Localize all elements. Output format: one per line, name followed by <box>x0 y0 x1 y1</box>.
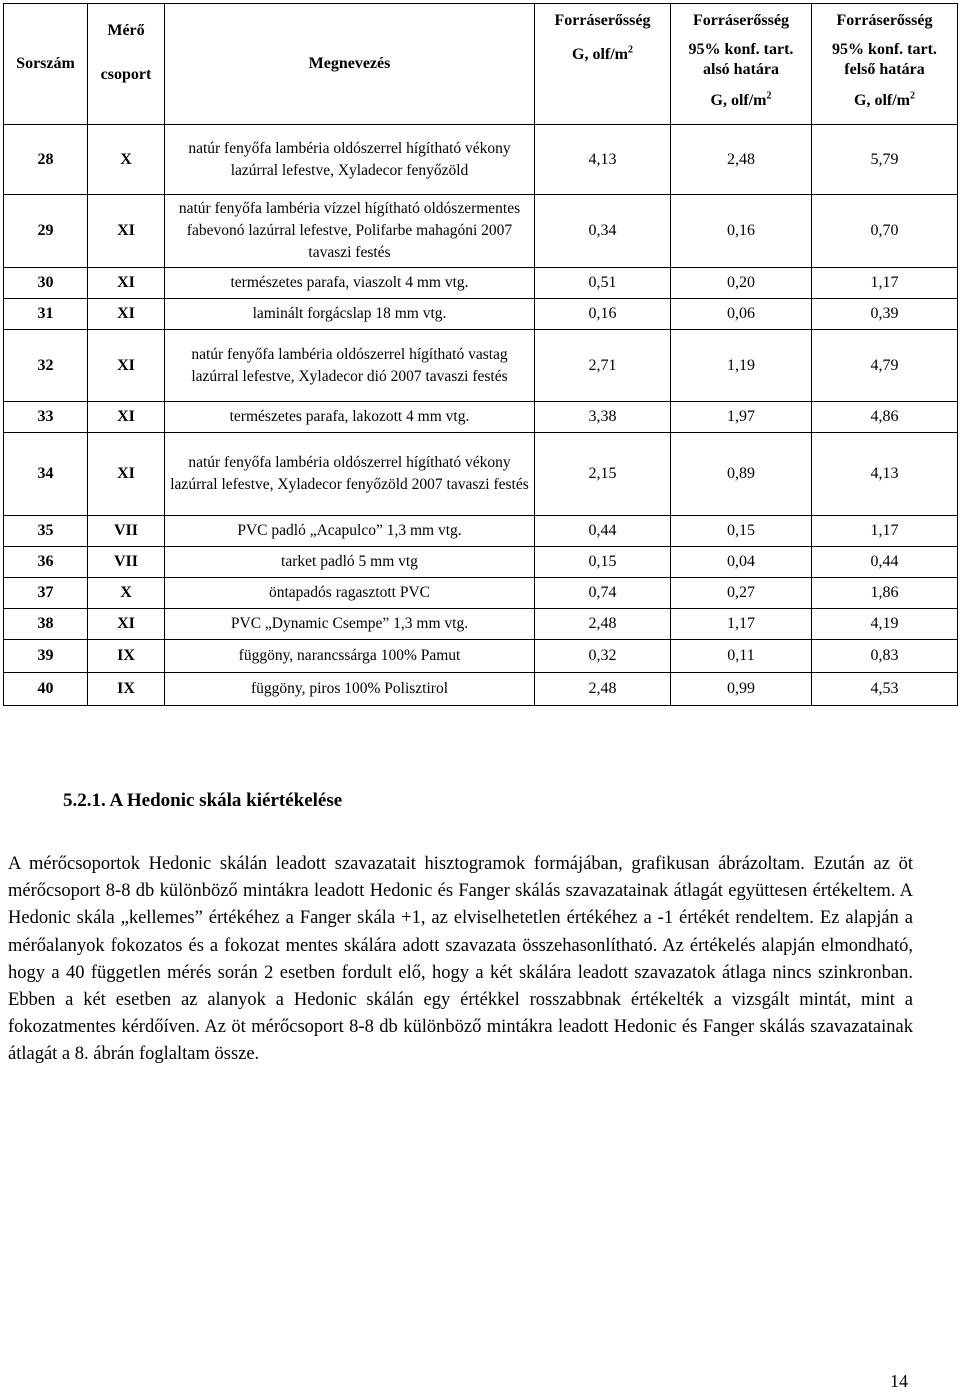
row-number: 40 <box>4 673 88 706</box>
row-upper: 4,19 <box>812 609 958 640</box>
row-group: XI <box>88 299 165 330</box>
row-group: XI <box>88 402 165 433</box>
row-name: öntapadós ragasztott PVC <box>165 578 535 609</box>
row-name: természetes parafa, viaszolt 4 mm vtg. <box>165 268 535 299</box>
row-group: XI <box>88 609 165 640</box>
row-name: natúr fenyőfa lambéria oldószerrel hígítható vékony lazúrral lefestve, Xyladecor fenyőzöld 2007 tavaszi festés <box>165 433 535 516</box>
row-group: XI <box>88 433 165 516</box>
row-group: VII <box>88 547 165 578</box>
row-value: 0,16 <box>535 299 671 330</box>
row-number: 30 <box>4 268 88 299</box>
table-row <box>4 402 958 433</box>
header-col3-sub2: felső határa <box>844 61 925 78</box>
table-row <box>4 299 958 330</box>
row-group: VII <box>88 516 165 547</box>
row-value: 0,32 <box>535 640 671 673</box>
row-name: natúr fenyőfa lambéria oldószerrel hígítható vastag lazúrral lefestve, Xyladecor dió 2007 tavaszi festés <box>165 330 535 402</box>
header-group <box>88 4 165 125</box>
row-value: 0,74 <box>535 578 671 609</box>
header-lower-bound <box>671 4 812 125</box>
row-group: XI <box>88 195 165 268</box>
row-name: függöny, narancssárga 100% Pamut <box>165 640 535 673</box>
row-lower: 0,89 <box>671 433 812 516</box>
table-row <box>4 640 958 673</box>
row-lower: 0,06 <box>671 299 812 330</box>
table-row <box>4 578 958 609</box>
row-group: XI <box>88 330 165 402</box>
row-upper: 4,86 <box>812 402 958 433</box>
row-name: PVC „Dynamic Csempe” 1,3 mm vtg. <box>165 609 535 640</box>
table-row <box>4 268 958 299</box>
row-group: IX <box>88 673 165 706</box>
table-row <box>4 516 958 547</box>
row-lower: 1,97 <box>671 402 812 433</box>
table-header-row <box>4 4 958 125</box>
header-upper-bound <box>812 4 958 125</box>
row-lower: 1,19 <box>671 330 812 402</box>
results-table <box>3 3 958 706</box>
row-value: 0,44 <box>535 516 671 547</box>
row-number: 34 <box>4 433 88 516</box>
header-group-bottom: csoport <box>100 66 152 83</box>
row-group: IX <box>88 640 165 673</box>
row-upper: 5,79 <box>812 125 958 195</box>
page-number: 14 <box>890 1371 908 1391</box>
row-value: 2,48 <box>535 609 671 640</box>
row-upper: 4,79 <box>812 330 958 402</box>
header-col2-unit: G, olf/$m^2$ <box>710 90 772 109</box>
row-value: 0,34 <box>535 195 671 268</box>
row-number: 35 <box>4 516 88 547</box>
row-value: 2,48 <box>535 673 671 706</box>
table-row <box>4 195 958 268</box>
header-col2-sub2: alsó határa <box>703 61 779 78</box>
row-upper: 0,83 <box>812 640 958 673</box>
header-col1-unit: G, olf/$m^2$ <box>572 44 633 63</box>
row-upper: 1,17 <box>812 516 958 547</box>
row-number: 37 <box>4 578 88 609</box>
row-lower: 2,48 <box>671 125 812 195</box>
row-lower: 0,15 <box>671 516 812 547</box>
row-number: 38 <box>4 609 88 640</box>
header-source-strength <box>535 4 671 125</box>
section-paragraph: A mérőcsoportok Hedonic skálán leadott szavazatait hisztogramok formájában, grafikusan ábrázoltam. Ezután az öt mérőcsoport 8-8 db különböző mintákra leadott Hedonic és Fanger skálás szavazatainak átlagát együttesen értékeltem. A Hedonic skála „kellemes” értékéhez a Fanger skála +1, az elviselhetetlen értékéhez a -1 értékét rendeltem. Ez alapján a mérőalanyok fokozatos és a fokozat mentes skálára adott szavazata összehasonlítható. Az értékelés alapján elmondható, hogy a 40 független mérés során 2 esetben fordult elő, hogy a két skálára leadott szavazatok átlaga nincs szinkronban. Ebben a két esetben az alanyok a Hedonic skálán egy értékkel rosszabbnak értékelték a vizsgált mintát, mint a fokozatmentes kérdőíven. Az öt mérőcsoport 8-8 db különböző mintákra leadott Hedonic és Fanger skálás szavazatainak átlagát a 8. ábrán foglaltam össze. <box>8 854 913 1065</box>
row-value: 0,51 <box>535 268 671 299</box>
row-group: X <box>88 125 165 195</box>
row-number: 33 <box>4 402 88 433</box>
row-upper: 4,53 <box>812 673 958 706</box>
row-upper: 0,44 <box>812 547 958 578</box>
row-lower: 0,04 <box>671 547 812 578</box>
row-value: 2,71 <box>535 330 671 402</box>
row-number: 32 <box>4 330 88 402</box>
row-lower: 0,20 <box>671 268 812 299</box>
section-heading: 5.2.1. A Hedonic skála kiértékelése <box>63 790 343 811</box>
row-number: 36 <box>4 547 88 578</box>
row-lower: 0,99 <box>671 673 812 706</box>
row-group: X <box>88 578 165 609</box>
row-lower: 0,16 <box>671 195 812 268</box>
table-row <box>4 673 958 706</box>
row-value: 4,13 <box>535 125 671 195</box>
row-name: natúr fenyőfa lambéria oldószerrel hígítható vékony lazúrral lefestve, Xyladecor fenyőzöld <box>165 125 535 195</box>
row-value: 3,38 <box>535 402 671 433</box>
row-lower: 0,27 <box>671 578 812 609</box>
header-col3-unit: G, olf/$m^2$ <box>854 90 915 109</box>
row-name: laminált forgácslap 18 mm vtg. <box>165 299 535 330</box>
row-upper: 0,70 <box>812 195 958 268</box>
table-row <box>4 433 958 516</box>
header-serial: Sorszám <box>4 4 88 125</box>
table-row <box>4 125 958 195</box>
row-number: 28 <box>4 125 88 195</box>
header-name: Megnevezés <box>165 4 535 125</box>
row-upper: 4,13 <box>812 433 958 516</box>
table-row <box>4 330 958 402</box>
row-number: 39 <box>4 640 88 673</box>
row-value: 0,15 <box>535 547 671 578</box>
row-number: 31 <box>4 299 88 330</box>
table-row <box>4 609 958 640</box>
row-value: 2,15 <box>535 433 671 516</box>
row-number: 29 <box>4 195 88 268</box>
row-name: függöny, piros 100% Polisztirol <box>165 673 535 706</box>
row-name: natúr fenyőfa lambéria vízzel hígítható oldószermentes fabevonó lazúrral lefestve, Polifarbe mahagóni 2007 tavaszi festés <box>165 195 535 268</box>
header-group-top: Mérő <box>107 22 145 39</box>
header-col3-sub1: 95% konf. tart. <box>832 41 937 58</box>
row-upper: 0,39 <box>812 299 958 330</box>
header-col1-title: Forráserősség <box>554 12 651 29</box>
row-lower: 0,11 <box>671 640 812 673</box>
row-lower: 1,17 <box>671 609 812 640</box>
row-name: tarket padló 5 mm vtg <box>165 547 535 578</box>
header-col2-title: Forráserősség <box>693 12 789 29</box>
header-col3-title: Forráserősség <box>836 12 933 29</box>
header-col2-sub1: 95% konf. tart. <box>688 41 794 58</box>
table-row <box>4 547 958 578</box>
row-group: XI <box>88 268 165 299</box>
row-upper: 1,17 <box>812 268 958 299</box>
row-name: természetes parafa, lakozott 4 mm vtg. <box>165 402 535 433</box>
row-name: PVC padló „Acapulco” 1,3 mm vtg. <box>165 516 535 547</box>
row-upper: 1,86 <box>812 578 958 609</box>
